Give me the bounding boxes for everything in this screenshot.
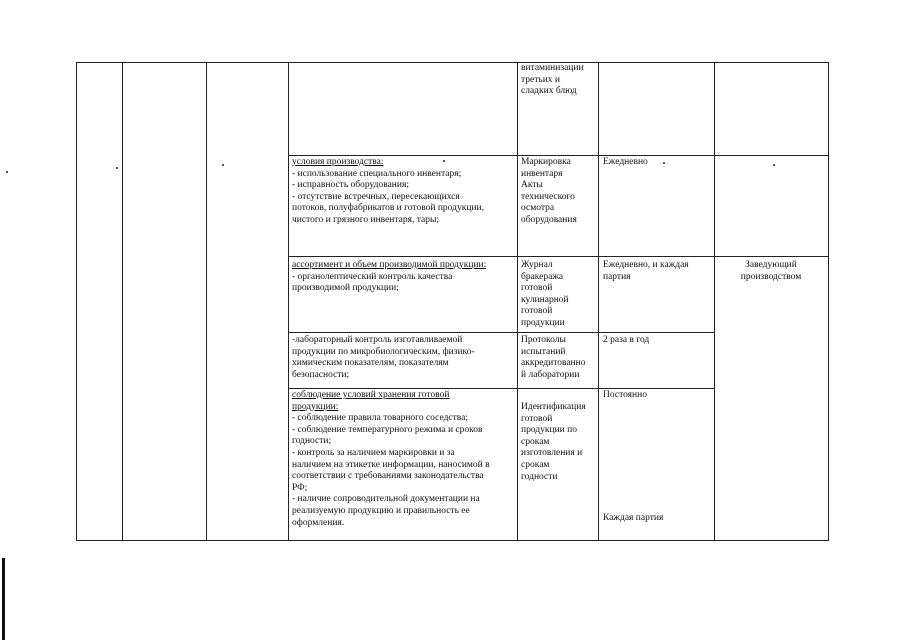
control-line: - отсутствие встречных, пересекающихся: [292, 191, 460, 202]
doc-line: инвентаря: [521, 168, 563, 179]
period-line: Ежедневно, и каждая: [603, 260, 689, 270]
control-line: годности;: [292, 436, 332, 447]
row-assortment-control: [292, 260, 486, 295]
control-line: - наличие сопроводительной документации на: [292, 494, 480, 505]
row-divider-3: [288, 332, 715, 333]
doc-line: витаминизации: [521, 63, 584, 73]
control-heading: продукции:: [292, 401, 339, 412]
period-line: Каждая партия: [603, 513, 664, 523]
control-line: наличием на этикетке информации, наносимой в: [292, 459, 490, 470]
period-line: 2 раза в год: [603, 335, 650, 345]
doc-line: годности: [521, 471, 558, 482]
table-bottom-border: [76, 540, 829, 541]
doc-line: готовой: [521, 283, 553, 294]
table-left-border: [76, 62, 77, 541]
row-divider-1: [288, 155, 829, 156]
doc-line: срокам: [521, 436, 550, 447]
row-storage-period-bottom: [603, 513, 663, 525]
control-line: - соблюдение правила товарного соседства;: [292, 413, 468, 424]
control-line: производимой продукции;: [292, 283, 399, 294]
doc-line: Маркировка: [521, 157, 571, 167]
doc-line: бракеража: [521, 271, 564, 282]
control-line: - соблюдение температурного режима и сроков: [292, 424, 483, 435]
control-heading: соблюдение условий хранения готовой: [292, 390, 450, 400]
period-line: партия: [603, 271, 631, 282]
scan-dot: [116, 167, 118, 169]
table-right-border: [828, 62, 829, 541]
doc-line: изготовления и: [521, 448, 583, 459]
row-assortment-responsible: [716, 260, 826, 283]
col-divider-6: [714, 62, 715, 541]
control-line: чистого и грязного инвентаря, тары;: [292, 214, 439, 225]
scan-dot: [773, 164, 775, 166]
control-line: -лабораторный контроль изготавливаемой: [292, 335, 463, 345]
control-line: соответствии с требованиями законодательства: [292, 471, 484, 482]
doc-line: продукции по: [521, 425, 577, 436]
row-divider-2: [288, 256, 829, 257]
row-storage-period: [603, 390, 647, 402]
doc-line: продукции: [521, 317, 565, 328]
scan-dot: [6, 171, 8, 173]
col-divider-3: [288, 62, 289, 541]
doc-line: срокам: [521, 459, 550, 470]
doc-line: й лаборатории: [521, 369, 580, 380]
control-heading: ассортимент и объем производимой продукции:: [292, 260, 487, 270]
doc-line: аккредитованно: [521, 358, 586, 369]
doc-line: сладких блюд: [521, 86, 577, 97]
row-lab-control: [292, 335, 475, 381]
control-line: реализуемую продукцию и правильность ее: [292, 505, 470, 516]
control-line: - контроль за наличием маркировки и за: [292, 447, 455, 458]
doc-line: осмотра: [521, 203, 555, 214]
row-vitamins-document: [521, 63, 584, 98]
row-storage-document: [521, 402, 586, 483]
responsible-line: производством: [740, 271, 802, 282]
scan-dot: [663, 162, 665, 164]
row-conditions-document: [521, 157, 577, 227]
control-line: продукции по микробиологическим, физико-: [292, 346, 475, 357]
doc-line: оборудования: [521, 214, 577, 225]
row-assortment-document: [521, 260, 569, 330]
doc-line: третьих и: [521, 74, 561, 85]
row-conditions-period: [603, 157, 648, 169]
col-divider-2: [206, 62, 207, 541]
row-assortment-period: [603, 260, 689, 283]
row-lab-document: [521, 335, 585, 381]
control-heading: условия производства:: [292, 157, 384, 167]
period-line: Постоянно: [603, 390, 647, 400]
doc-line: кулинарной: [521, 294, 569, 305]
row-storage-control: [292, 390, 490, 529]
row-conditions-control: [292, 157, 484, 227]
control-line: - органолептический контроль качества: [292, 271, 453, 282]
period-line: Ежедневно: [603, 157, 648, 167]
responsible-line: Заведующий: [745, 260, 797, 270]
col-divider-4: [517, 62, 518, 541]
doc-line: Акты: [521, 180, 543, 191]
doc-line: готовой: [521, 413, 553, 424]
control-line: безопасности;: [292, 369, 350, 380]
doc-line: технического: [521, 191, 575, 202]
doc-line: готовой: [521, 306, 553, 317]
col-divider-5: [598, 62, 599, 541]
control-line: - использование специального инвентаря;: [292, 168, 462, 179]
control-line: РФ;: [292, 482, 308, 493]
control-line: потоков, полуфабрикатов и готовой продукции,: [292, 203, 484, 214]
col-divider-1: [122, 62, 123, 541]
row-divider-4: [288, 388, 715, 389]
doc-line: Идентификация: [521, 402, 586, 412]
table-top-border: [76, 62, 829, 63]
doc-line: Протоколы: [521, 335, 566, 345]
control-line: оформления.: [292, 517, 345, 528]
doc-line: Журнал: [521, 260, 553, 270]
row-lab-period: [603, 335, 649, 347]
doc-line: испытаний: [521, 346, 566, 357]
scan-dot: [222, 164, 224, 166]
control-line: - исправность оборудования;: [292, 180, 409, 191]
control-line: химическим показателям, показателям: [292, 358, 449, 369]
scan-margin-bar: [2, 558, 5, 640]
